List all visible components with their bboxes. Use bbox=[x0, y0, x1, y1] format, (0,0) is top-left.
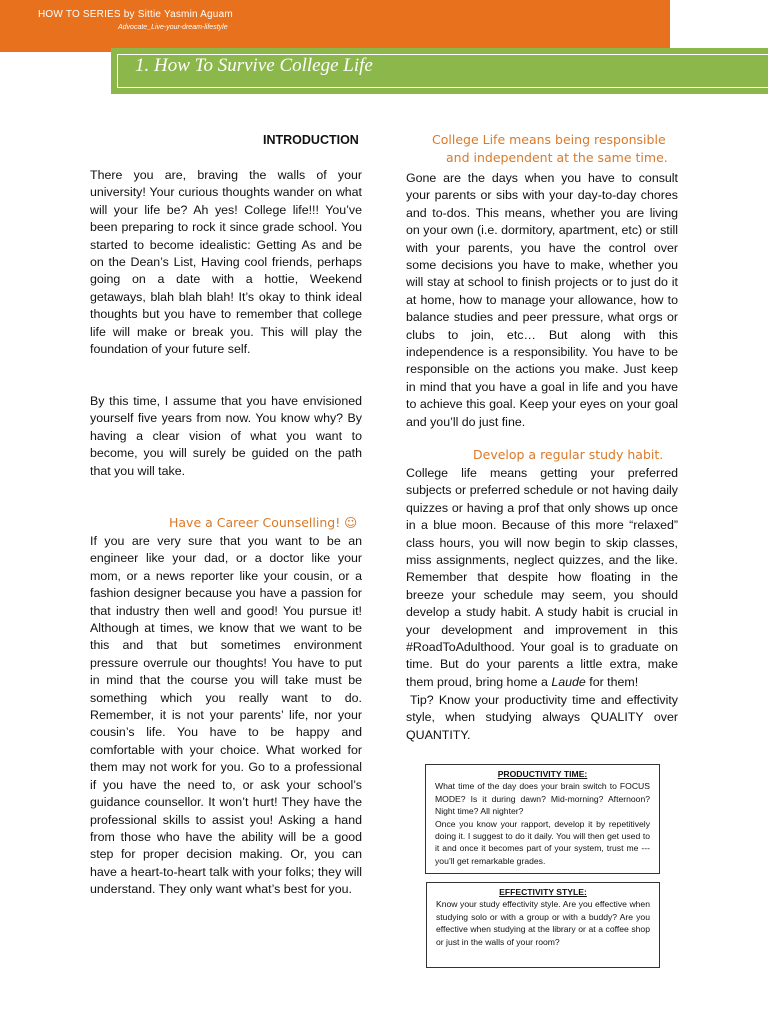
intro-paragraph-1 bbox=[90, 167, 362, 358]
responsibility-paragraph bbox=[406, 170, 678, 431]
intro-heading: INTRODUCTION bbox=[263, 133, 359, 147]
study-habit-text-main: College life means getting your preferred subjects or preferred schedule or not having daily quizzes or having a prof that only shows up once in a blue moon. Because of this more “relaxed” class hours, you will now begin to skip classes, miss assignments, neglect quizzes, and the like. Remember that despite how floating in the breeze your schedule may seem, you should develop a study habit. A study habit is crucial in your development and improvement in this #RoadToAdulthood. Your goal is to graduate on time. But do your parents a little extra, make them proud, bring home a bbox=[406, 466, 678, 689]
responsibility-heading-line-1: College Life means being responsible bbox=[432, 132, 666, 147]
responsibility-text: Gone are the days when you have to consult your parents or sibs with your day-to-day chores and to-dos. This means, whether you are living on your own (i.e. dormitory, apartment, etc) or still with your parents, you have the control over some decisions you have to make, whether you will stay at school to finish projects or to just do it at home, how to manage your allowance, how to balance studies and peer pressure, what orgs or clubs to join, etc… But along with this independence is a responsibility. You have to be responsible on the actions you make. Just keep in mind that you have a goal in life and you have to achieve this goal. Keep your eyes on your goal and you’ll do just fine. bbox=[406, 171, 678, 429]
tagline: Advocate_Live-your-dream-lifestyle bbox=[118, 24, 228, 31]
productivity-time-text-2: Once you know your rapport, develop it by repetitively doing it. I suggest to do it daily. You will then get used to it and once it becomes part of your system, trust me --- you’ll get remarkable grades. bbox=[435, 818, 650, 866]
career-counselling-heading: Have a Career Counselling! ☺ bbox=[169, 515, 358, 530]
productivity-time-text-1: What time of the day does your brain switch to FOCUS MODE? Is it during dawn? Mid-morning? Afternoon? Night time? All nighter? bbox=[435, 781, 650, 817]
intro-paragraph-2 bbox=[90, 393, 362, 480]
series-byline: HOW TO SERIES by Sittie Yasmin Aguam bbox=[38, 9, 233, 20]
intro-text-1: There you are, braving the walls of your university! Your curious thoughts wander on what will your life be? Ah yes! College life!!! You’ve been preparing to rock it since grade school. You started to become idealistic: Getting As and be on the Dean’s List, Having cool friends, perhaps going on a date with a hottie, Weekend getaways, blah blah blah! It’s okay to think ideal thoughts but you have to remember that college life will make or break you. This will play the foundation of your future self. bbox=[90, 168, 362, 357]
responsibility-heading-line-2: and independent at the same time. bbox=[446, 150, 668, 165]
effectivity-style-box bbox=[426, 882, 660, 968]
effectivity-style-text: Know your study effectivity style. Are you effective when studying solo or with a group or with a buddy? Are you effective when studying at the library or at a coffee shop or just in the walls of your room? bbox=[436, 899, 650, 947]
tip-text: Tip? Know your productivity time and effectivity style, when studying always QUALITY over QUANTITY. bbox=[406, 693, 678, 742]
effectivity-style-title: EFFECTIVITY STYLE: bbox=[499, 887, 587, 897]
productivity-time-box bbox=[425, 764, 660, 874]
career-text: If you are very sure that you want to be an engineer like your dad, or a doctor like your mom, or a news reporter like your cousin, or a fashion designer because you have a passion for that industry then well and good! You pursue it! Although at times, we know that we want to be this and that but sometimes environment pressure overrule our thoughts! You have to put in mind that the course you will take must be something which you really want to do. Remember, it is not your parents’ life, nor your cousin’s life. You have to be happy and comfortable with your choice. What worked for them may not work for you. Go to a professional if you have the need to, or ask your school’s guidance counsellor. It won’t hurt! They have the professional skills to assist you! Asking a hand from those who have the ability will be a good step for proper decision making. Or, you can have a heart-to-heart talk with your folks; they will understand. They only want what’s best for you. bbox=[90, 534, 362, 897]
tip-paragraph bbox=[406, 692, 678, 744]
header-band bbox=[0, 0, 670, 52]
responsibility-heading bbox=[432, 131, 692, 167]
productivity-time-title: PRODUCTIVITY TIME: bbox=[497, 769, 588, 779]
study-habit-text bbox=[406, 465, 678, 691]
career-paragraph bbox=[90, 533, 362, 899]
intro-text-2: By this time, I assume that you have envisioned yourself five years from now. You know why? By having a clear vision of what you want to become, you will surely be guided on the path that you will take. bbox=[90, 394, 362, 478]
page-title: 1. How To Survive College Life bbox=[135, 55, 373, 76]
laude-word: Laude bbox=[551, 674, 586, 689]
study-habit-paragraph bbox=[406, 465, 678, 691]
study-habit-heading: Develop a regular study habit. bbox=[473, 447, 664, 462]
title-bar bbox=[111, 48, 768, 94]
study-habit-text-end: for them! bbox=[589, 674, 639, 689]
